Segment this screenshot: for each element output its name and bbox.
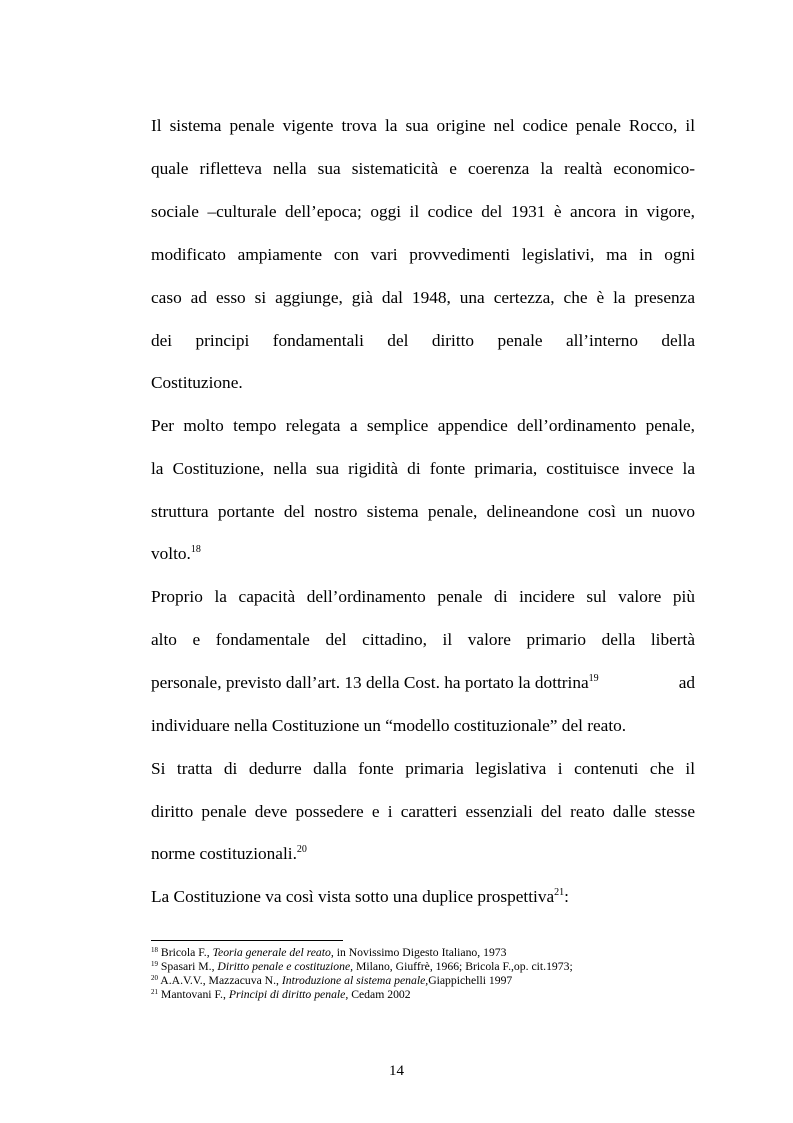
footnote-ref: 19 [588,673,599,684]
footnote [151,974,512,987]
body-line: la Costituzione, nella sua rigidità di fonte primaria, costituisce invece la [151,459,695,478]
footnote-text: in Novissimo Digesto Italiano, 1973 [333,946,507,959]
body-line: Costituzione. [151,373,243,392]
footnote-title: Introduzione al sistema penale, [281,974,429,987]
footnote-text: Mantovani F., [158,988,229,1001]
footnote-text: Bricola F., [158,946,213,959]
footnote-ref: 21 [554,887,565,898]
body-text: La Costituzione va così vista sotto una duplice prospettiva [151,887,555,906]
body-line [151,886,695,908]
footnote-title: Diritto penale e costituzione, [217,960,354,973]
body-line: modificato ampiamente con vari provvedimenti legislativi, ma in ogni [151,245,695,264]
body-line: diritto penale deve possedere e i caratteri essenziali del reato dalle stesse [151,802,695,821]
body-text-group [151,672,599,694]
footnote-title: Principi di diritto penale, [228,988,349,1001]
footnote-text: Giappichelli 1997 [428,974,513,987]
body-line: Per molto tempo relegata a semplice appendice dell’ordinamento penale, [151,416,695,435]
body-line: alto e fondamentale del cittadino, il valore primario della libertà [151,630,695,649]
footnote-number: 20 [151,974,158,982]
body-line [151,843,695,865]
body-text: : [564,887,569,906]
footnote-divider [151,940,343,941]
page-number: 14 [389,1063,404,1079]
footnote-text: Cedam 2002 [348,988,411,1001]
footnote-ref: 20 [296,844,307,855]
footnote-number: 19 [151,960,158,968]
footnote-number: 21 [151,988,158,996]
body-text: ad [678,673,695,692]
footnote-title: Teoria generale del reato, [212,946,334,959]
body-text: norme costituzionali. [151,844,297,863]
body-text: volto. [151,544,191,563]
body-line: individuare nella Costituzione un “modello costituzionale” del reato. [151,716,627,735]
body-line [151,672,695,694]
footnote-ref: 18 [190,544,201,555]
footnote [151,946,507,959]
body-text: personale, previsto dall’art. 13 della Cost. ha portato la dottrina [151,673,589,692]
footnote [151,988,411,1001]
footnote [151,960,573,973]
body-line: dei principi fondamentali del diritto penale all’interno della [151,331,695,350]
body-line: struttura portante del nostro sistema penale, delineandone così un nuovo [151,502,695,521]
body-line: Proprio la capacità dell’ordinamento penale di incidere sul valore più [151,587,695,606]
body-line: caso ad esso si aggiunge, già dal 1948, una certezza, che è la presenza [151,288,695,307]
body-line: Il sistema penale vigente trova la sua origine nel codice penale Rocco, il [151,116,695,135]
footnote-number: 18 [151,946,158,954]
footnote-text: A.A.V.V., Mazzacuva N., [158,974,282,987]
footnote-text: Spasari M., [158,960,218,973]
body-line: sociale –culturale dell’epoca; oggi il codice del 1931 è ancora in vigore, [151,202,695,221]
footnote-text: Milano, Giuffrè, 1966; Bricola F.,op. cit.1973; [353,960,573,973]
body-line [151,543,695,565]
body-line: Si tratta di dedurre dalla fonte primaria legislativa i contenuti che il [151,759,695,778]
body-line: quale rifletteva nella sua sistematicità e coerenza la realtà economico- [151,159,695,178]
